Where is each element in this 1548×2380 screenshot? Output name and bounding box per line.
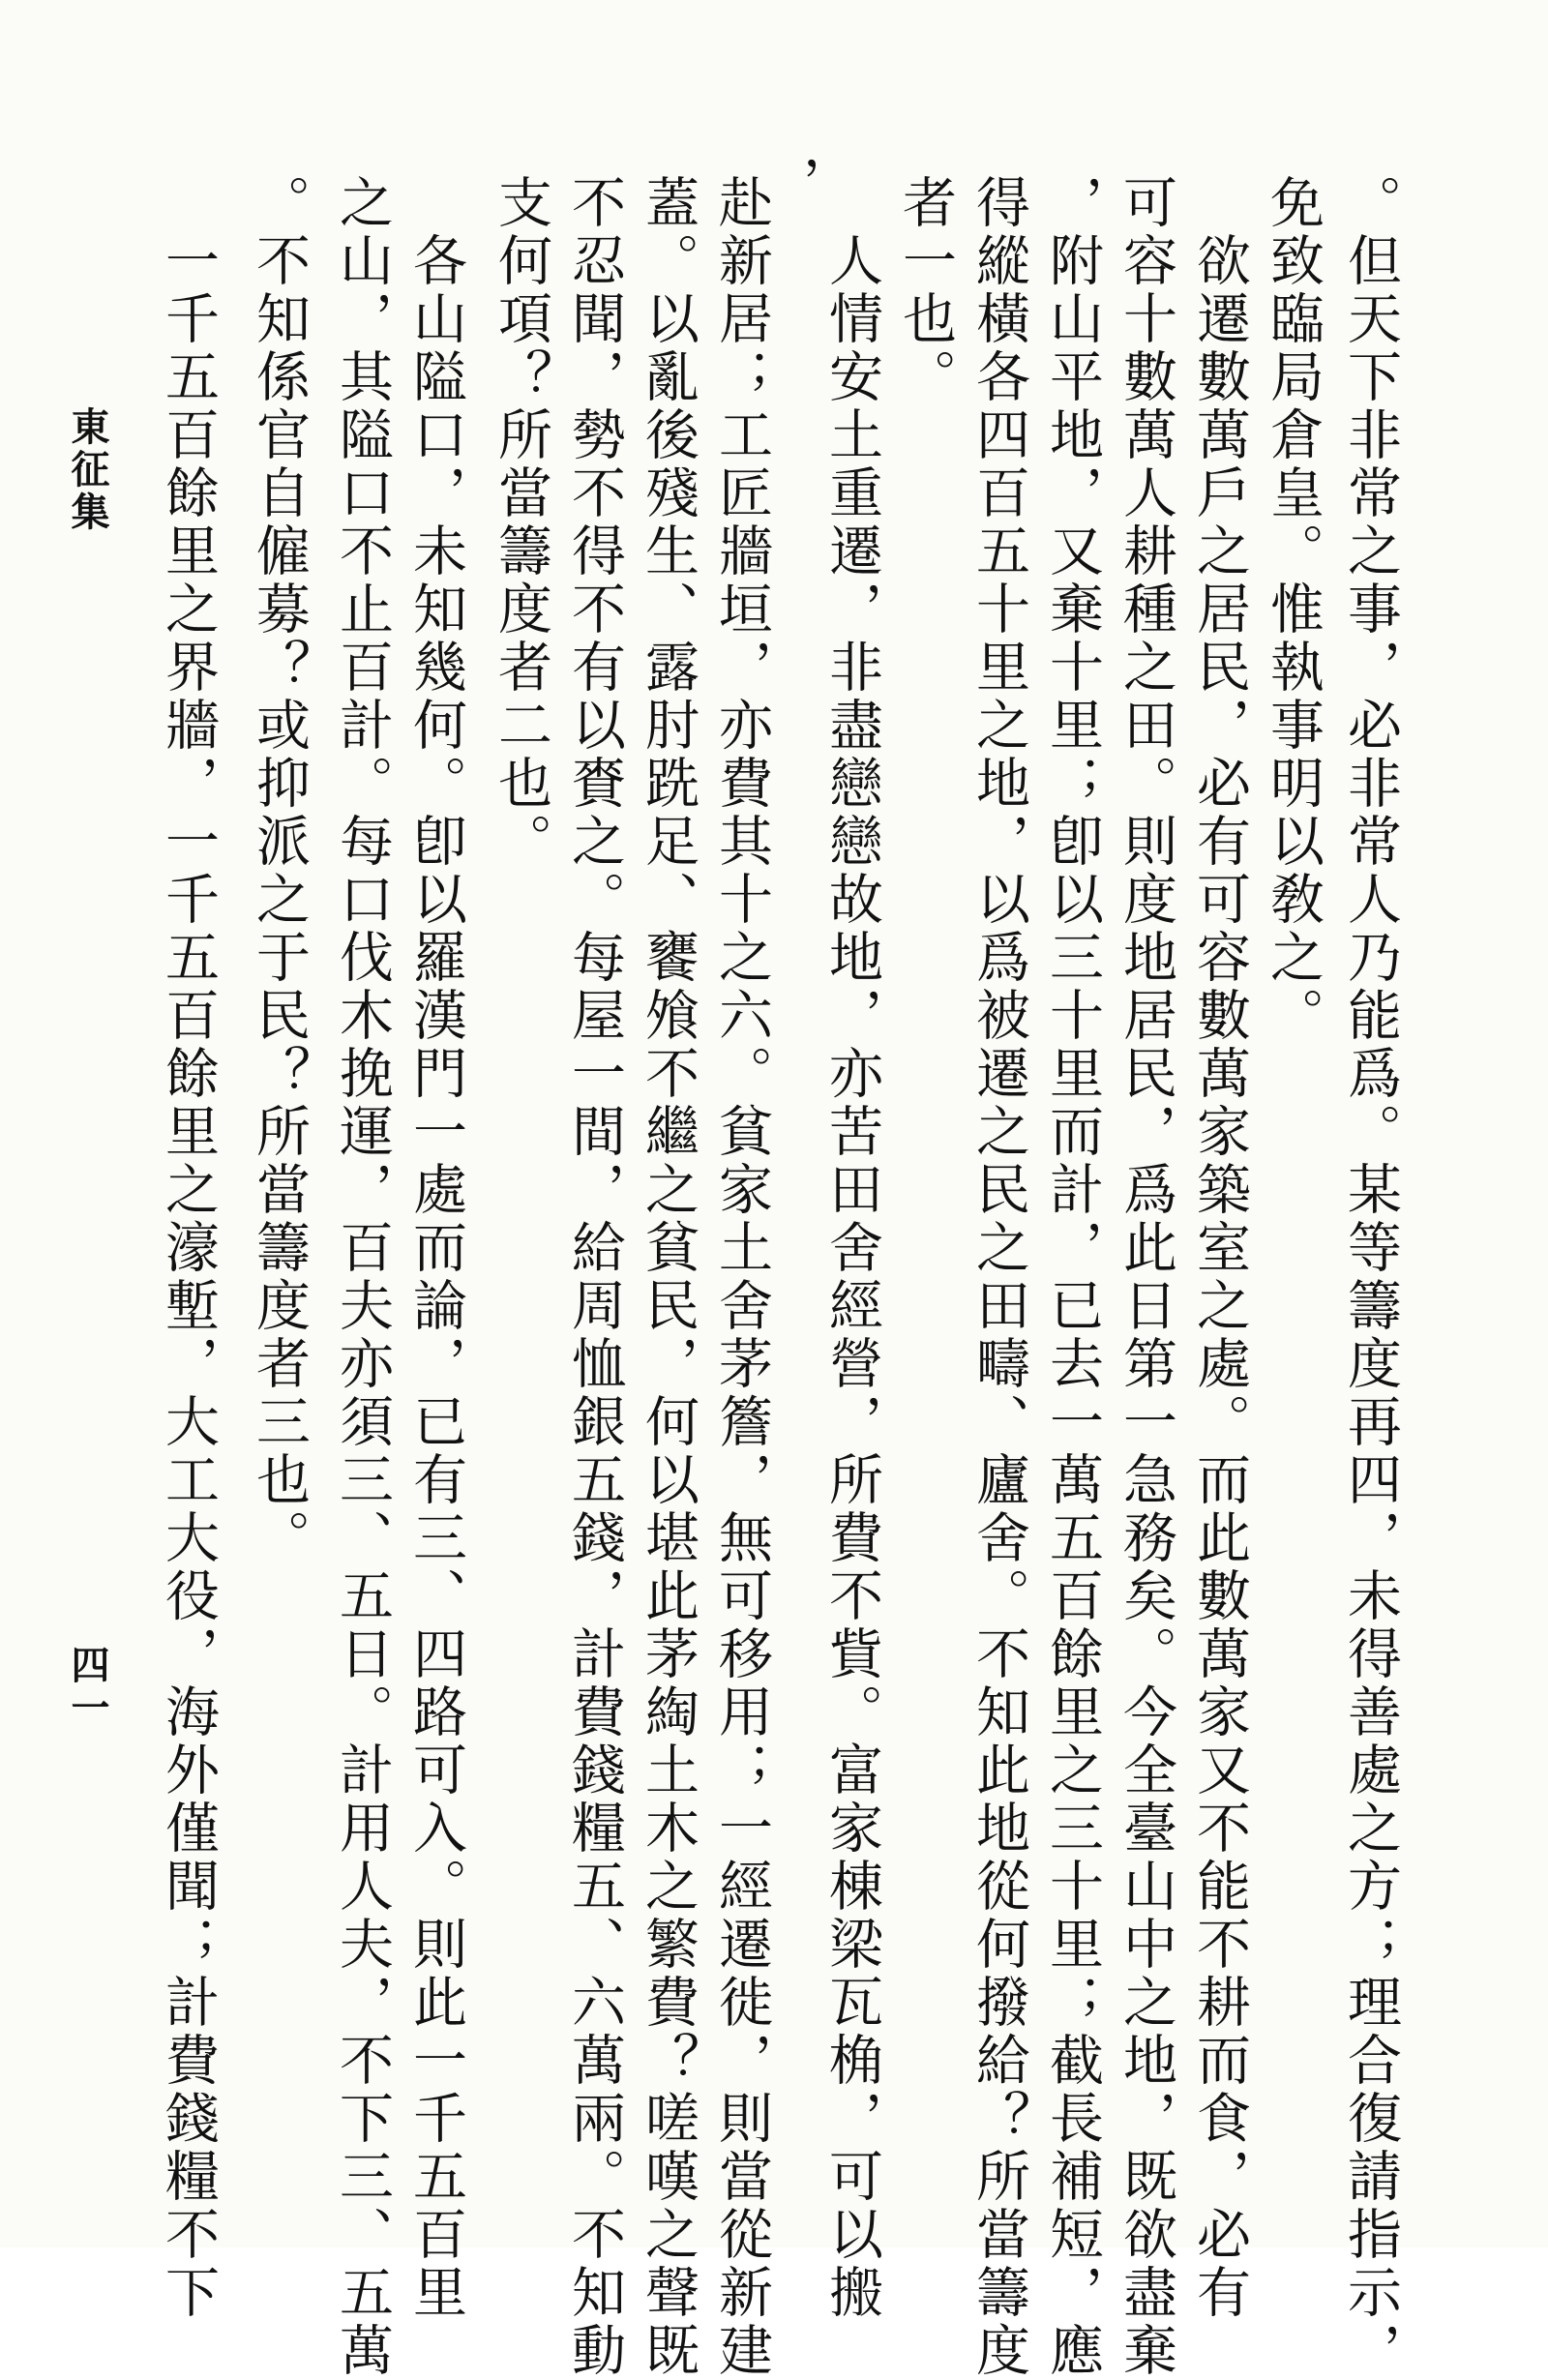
text-column-16: 。不知係官自僱募？或抑派之于民？所當籌度者三也。 — [248, 174, 311, 1567]
text-column-4: 可容十數萬人耕種之田。則度地居民，爲此日第一急務矣。今全臺山中之地，既欲盡棄 — [1115, 174, 1177, 2380]
text-column-8: 人情安土重遷，非盡戀戀故地，亦苦田舍經營，所費不貲。富家棟梁瓦桷，可以搬 — [820, 232, 883, 2322]
text-column-15: 之山，其隘口不止百計。每口伐木挽運，百夫亦須三、五日。計用人夫，不下三、五萬 — [331, 174, 394, 2380]
text-column-17: 一千五百餘里之界牆，一千五百餘里之濠塹，大工大役，海外僅聞；計費錢糧不下 — [157, 232, 220, 2322]
text-column-10: 赴新居；工匠牆垣，亦費其十之六。貧家土舍茅簷，無可移用；一經遷徙，則當從新建 — [710, 174, 773, 2380]
text-column-1: 。但天下非常之事，必非常人乃能爲。某等籌度再四，未得善處之方；理合復請指示， — [1339, 174, 1402, 2380]
text-column-7: 者一也。 — [894, 174, 957, 406]
running-head: 東征集 — [65, 406, 110, 534]
text-column-13: 支何項？所當籌度者二也。 — [490, 174, 552, 871]
text-column-5: ，附山平地，又棄十里；卽以三十里而計，已去一萬五百餘里之三十里；截長補短，應 — [1041, 174, 1104, 2380]
text-column-3: 欲遷數萬戶之居民，必有可容數萬家築室之處。而此數萬家又不能不耕而食，必有 — [1188, 232, 1251, 2322]
text-column-9: ， — [759, 155, 821, 213]
text-column-2: 免致臨局倉皇。惟執事明以敎之。 — [1262, 174, 1325, 1045]
text-column-6: 得縱橫各四百五十里之地，以爲被遷之民之田疇、廬舍。不知此地從何撥給？所當籌度 — [968, 174, 1030, 2380]
text-column-11: 蓋。以亂後殘生、露肘跣足、饔飧不繼之貧民，何以堪此茅綯土木之繁費？嗟嘆之聲既 — [637, 174, 700, 2380]
page-number: 四一 — [65, 1645, 110, 1730]
text-column-14: 各山隘口，未知幾何。卽以羅漢門一處而論，已有三、四路可入。則此一千五百里 — [404, 232, 467, 2322]
text-column-12: 不忍聞，勢不得不有以賚之。每屋一間，給周恤銀五錢，計費錢糧五、六萬兩。不知動 — [563, 174, 626, 2380]
